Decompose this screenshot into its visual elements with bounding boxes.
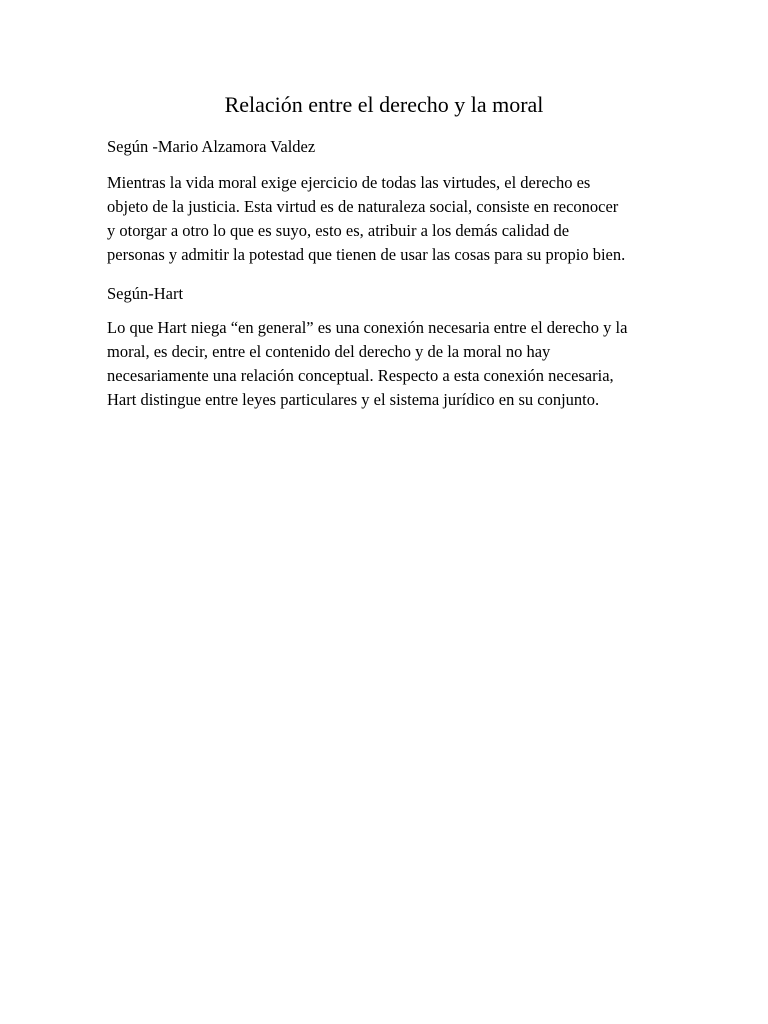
paragraph-alzamora	[107, 171, 663, 267]
paragraph-line: Hart distingue entre leyes particulares y el sistema jurídico en su conjunto.	[107, 390, 600, 409]
section-heading-alzamora: Según -Mario Alzamora Valdez	[107, 137, 316, 156]
paragraph-hart	[107, 316, 663, 412]
document-title: Relación entre el derecho y la moral	[224, 92, 544, 117]
paragraph-line: Mientras la vida moral exige ejercicio de todas las virtudes, el derecho es	[107, 173, 591, 192]
section-heading-hart: Según-Hart	[107, 284, 184, 303]
paragraph-line: objeto de la justicia. Esta virtud es de naturaleza social, consiste en reconocer	[107, 197, 619, 216]
paragraph-line: necesariamente una relación conceptual. Respecto a esta conexión necesaria,	[107, 366, 614, 385]
paragraph-line: moral, es decir, entre el contenido del derecho y de la moral no hay	[107, 342, 551, 361]
paragraph-line: y otorgar a otro lo que es suyo, esto es, atribuir a los demás calidad de	[107, 221, 570, 240]
paragraph-line: Lo que Hart niega “en general” es una conexión necesaria entre el derecho y la	[107, 318, 628, 337]
paragraph-line: personas y admitir la potestad que tienen de usar las cosas para su propio bien.	[107, 245, 626, 264]
